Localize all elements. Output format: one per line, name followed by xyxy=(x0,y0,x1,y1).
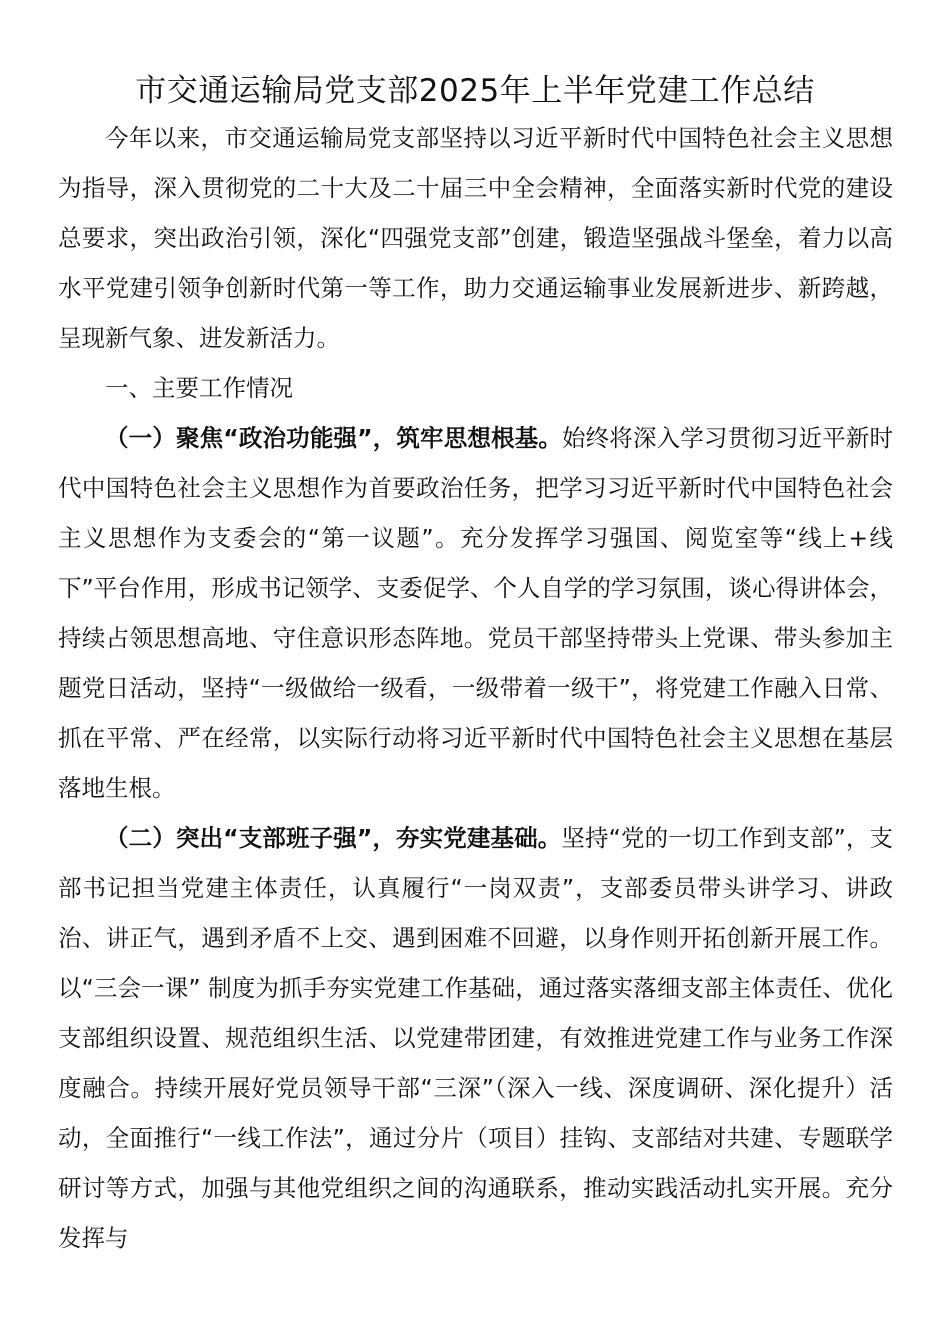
paragraph-branch-team xyxy=(58,813,893,1263)
paragraph-text-political-function: 始终将深入学习贯彻习近平新时代中国特色社会主义思想作为首要政治任务，把学习习近平新时代中国特色社会主义思想作为支委会的“第一议题”。充分发挥学习强国、阅览室等“线上+线下”平台作用，形成书记领学、支委促学、个人自学的学习氛围，谈心得讲体会，持续占领思想高地、守住意识形态阵地。党员干部坚持带头上党课、带头参加主题党日活动，坚持“一级做给一级看，一级带着一级干”，将党建工作融入日常、抓在平常、严在经常，以实际行动将习近平新时代中国特色社会主义思想在基层落地生根。 xyxy=(58,424,894,802)
document-title: 市交通运输局党支部2025年上半年党建工作总结 xyxy=(135,73,815,109)
paragraph-text-branch-team: 坚持“党的一切工作到支部”，支部书记担当党建主体责任，认真履行“一岗双责”，支部委员带头讲学习、讲政治、讲正气，遇到矛盾不上交、遇到困难不回避，以身作则开拓创新开展工作。以“三会一课” 制度为抓手夯实党建工作基础，通过落实落细支部主体责任、优化支部组织设置、规范组织生活、以党建带团建，有效推进党建工作与业务工作深度融合。持续开展好党员领导干部“三深”（深入一线、深度调研、深化提升）活动，全面推行“一线工作法”，通过分片（项目）挂钩、支部结对共建、专题联学研讨等方式，加强与其他党组织之间的沟通联系，推动实践活动扎实开展。充分发挥与 xyxy=(58,824,893,1252)
paragraph-lead-branch-team: （二）突出“支部班子强”，夯实党建基础。 xyxy=(105,824,562,852)
document-body xyxy=(58,113,893,1263)
paragraph-political-function xyxy=(58,413,893,813)
intro-paragraph: 今年以来，市交通运输局党支部坚持以习近平新时代中国特色社会主义思想为指导，深入贯彻党的二十大及二十届三中全会精神，全面落实新时代党的建设总要求，突出政治引领，深化“四强党支部”创建，锻造坚强战斗堡垒，着力以高水平党建引领争创新时代第一等工作，助力交通运输事业发展新进步、新跨越，呈现新气象、进发新活力。 xyxy=(58,124,893,352)
paragraph-lead-political-function: （一）聚焦“政治功能强”，筑牢思想根基。 xyxy=(105,424,562,452)
section-heading-main-work: 一、主要工作情况 xyxy=(105,374,293,402)
